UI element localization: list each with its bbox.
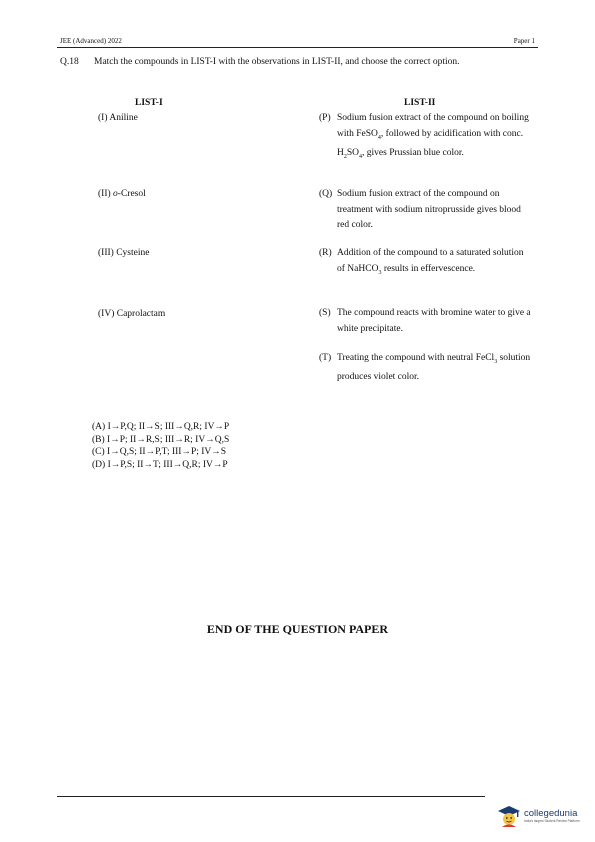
- logo-wordmark: collegedunia: [524, 807, 578, 819]
- list1-item-label: (IV): [98, 309, 115, 319]
- list1-item-2: [98, 189, 146, 199]
- option-c[interactable]: (C) I→Q,S; II→P,T; III→P; IV→S: [92, 447, 227, 458]
- question-line: [60, 57, 460, 67]
- list1-item-4: [98, 309, 165, 319]
- list1-item-label: (II): [98, 189, 111, 199]
- list2-item-q: [319, 187, 531, 234]
- option-a[interactable]: (A) I→P,Q; II→S; III→Q,R; IV→P: [92, 422, 230, 432]
- question-text: Match the compounds in LIST-I with the observations in LIST-II, and choose the correct option.: [94, 57, 460, 67]
- graduate-mascot-icon: [496, 804, 522, 828]
- list1-item-3: [98, 248, 149, 258]
- option-d[interactable]: (D) I→P,S; II→T; III→Q,R; IV→P: [92, 460, 228, 471]
- list2-item-text: Addition of the compound to a saturated solution of NaHCO$_3$ results in effervescence.: [337, 248, 524, 276]
- header-divider: [57, 47, 538, 48]
- list1-title: LIST-I: [135, 98, 163, 108]
- logo-tagline: India's largest Student Review Platform: [524, 818, 580, 823]
- list2-item-r: [319, 246, 531, 281]
- list2-item-text: Treating the compound with neutral FeCl$_3$ solution produces violet color.: [337, 353, 531, 383]
- answer-options: [92, 421, 229, 472]
- list1-item-1: [98, 113, 138, 123]
- list1-item-name: Aniline: [109, 113, 138, 123]
- list2-item-s: [319, 306, 531, 337]
- list2-item-label: (P): [319, 113, 331, 123]
- end-of-paper-text: END OF THE QUESTION PAPER: [206, 622, 389, 636]
- list2-item-label: (R): [319, 248, 332, 258]
- list2-title: LIST-II: [404, 98, 436, 108]
- list2-item-text: Sodium fusion extract of the compound on boiling with FeSO$_4$, followed by acidification with conc. $H_2SO_4$, gives Prussian blue color.: [337, 113, 529, 160]
- list2-item-label: (S): [319, 308, 331, 318]
- list1-item-prefix: o: [113, 189, 118, 199]
- list2-item-p: [319, 111, 531, 165]
- header-paper-number: Paper 1: [513, 37, 535, 45]
- list1-item-name: -Cresol: [117, 189, 146, 199]
- list1-item-name: Caprolactam: [116, 309, 166, 319]
- list2-item-t: [319, 351, 531, 386]
- collegedunia-logo[interactable]: [496, 804, 580, 828]
- list1-item-label: (III): [98, 248, 114, 258]
- list1-item-label: (I): [98, 113, 108, 123]
- list2-item-text: The compound reacts with bromine water to give a white precipitate.: [337, 308, 531, 334]
- option-b[interactable]: (B) I→P; II→R,S; III→R; IV→Q,S: [92, 434, 230, 445]
- list2-item-label: (Q): [319, 189, 333, 199]
- question-number: Q.18: [60, 57, 79, 67]
- list2-item-label: (T): [319, 353, 332, 363]
- footer-divider: [57, 796, 485, 797]
- list2-item-text: Sodium fusion extract of the compound on treatment with sodium nitroprusside gives blood red color.: [337, 189, 521, 230]
- list1-item-name: Cysteine: [116, 248, 150, 258]
- header-exam-name: JEE (Advanced) 2022: [60, 37, 122, 45]
